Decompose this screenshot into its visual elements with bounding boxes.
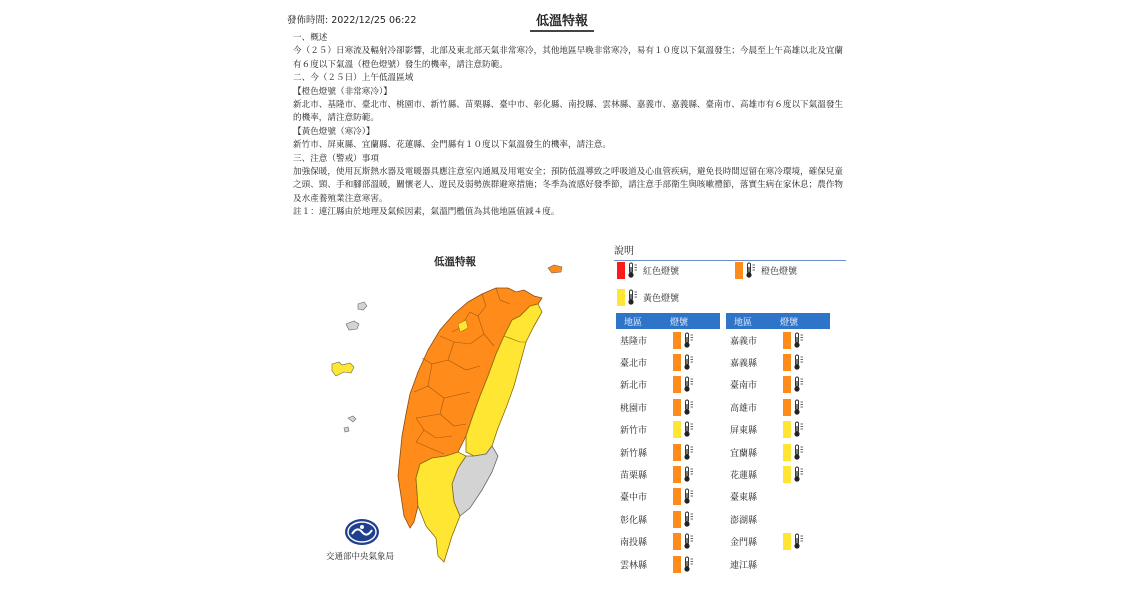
region-name: 臺東縣 (730, 493, 758, 504)
cwb-logo-icon (344, 518, 380, 546)
orange-signal-swatch (673, 556, 681, 573)
region-name: 新北市 (620, 381, 648, 392)
region-row (726, 463, 830, 485)
orange-signal-heading: 【橙色燈號（非常寒冷）】 (293, 86, 392, 97)
region-row (616, 374, 720, 396)
thermometer-icon (746, 262, 757, 279)
region-name: 臺北市 (620, 359, 648, 370)
region-row (726, 396, 830, 418)
thermometer-icon (794, 421, 805, 438)
region-row (726, 419, 830, 441)
region-row (616, 531, 720, 553)
region-name: 臺南市 (730, 381, 758, 392)
thermometer-icon (684, 444, 695, 461)
orange-signal-text: 新北市、基隆市、臺北市、桃園市、新竹縣、苗栗縣、臺中市、彰化縣、南投縣、雲林縣、嘉義市、嘉義縣、臺南市、高雄市有６度以下氣溫發生的機率，請注意防範。 (293, 100, 844, 124)
thermometer-icon (684, 421, 695, 438)
thermometer-icon (684, 533, 695, 550)
penghu-island (344, 416, 356, 432)
orange-signal-swatch (783, 376, 791, 393)
orange-signal-swatch (783, 399, 791, 416)
red-swatch (617, 262, 625, 279)
thermometer-icon (794, 376, 805, 393)
document-header (287, 8, 857, 34)
orange-signal-swatch (673, 332, 681, 349)
yellow-signal-swatch (673, 421, 681, 438)
orange-signal-swatch (673, 533, 681, 550)
region-name: 雲林縣 (620, 560, 648, 571)
region-name: 苗栗縣 (620, 471, 648, 482)
document-title: 低溫特報 (530, 10, 594, 32)
region-name: 金門縣 (730, 538, 758, 549)
region-row (616, 419, 720, 441)
section-3-heading: 三、注意（警戒）事項 (293, 153, 379, 164)
orange-signal-swatch (673, 488, 681, 505)
yellow-signal-heading: 【黃色燈號（寒冷）】 (293, 126, 375, 137)
yellow-signal-swatch (783, 444, 791, 461)
legend-red-label: 紅色燈號 (643, 267, 680, 277)
region-name: 高雄市 (730, 403, 758, 414)
kinmen-island (332, 362, 354, 376)
thermometer-icon (794, 332, 805, 349)
thermometer-icon (684, 466, 695, 483)
region-row (726, 351, 830, 373)
yellow-swatch (617, 289, 625, 306)
yellow-signal-swatch (783, 466, 791, 483)
orange-signal-swatch (673, 466, 681, 483)
col-region-label: 地區 (734, 317, 753, 328)
legend-orange-label: 橙色燈號 (761, 267, 798, 277)
region-name: 屏東縣 (730, 426, 758, 437)
region-list-right (726, 329, 830, 575)
thermometer-icon (684, 556, 695, 573)
region-row (726, 329, 830, 351)
thermometer-icon (794, 533, 805, 550)
thermometer-icon (628, 262, 639, 279)
region-row (726, 441, 830, 463)
orange-signal-swatch (673, 444, 681, 461)
legend-red (617, 262, 679, 279)
legend-panel (614, 242, 846, 261)
region-list-left (616, 329, 720, 575)
region-name: 桃園市 (620, 403, 648, 414)
region-table-header (616, 313, 720, 329)
legend-yellow-label: 黃色燈號 (643, 294, 680, 304)
region-row (616, 508, 720, 530)
thermometer-icon (794, 466, 805, 483)
agency-name: 交通部中央氣象局 (326, 552, 395, 562)
region-name: 基隆市 (620, 336, 648, 347)
orange-signal-swatch (673, 399, 681, 416)
region-row (726, 374, 830, 396)
col-signal-label: 燈號 (670, 317, 689, 328)
thermometer-icon (684, 399, 695, 416)
thermometer-icon (794, 354, 805, 371)
region-name: 彰化縣 (620, 515, 648, 526)
issue-time: 發佈時間: 2022/12/25 06:22 (287, 15, 417, 26)
region-row (616, 441, 720, 463)
thermometer-icon (684, 354, 695, 371)
region-name: 連江縣 (730, 560, 758, 571)
region-row (616, 329, 720, 351)
legend-title: 說明 (614, 242, 846, 261)
yellow-signal-text: 新竹市、屏東縣、宜蘭縣、花蓮縣、金門縣有１０度以下氣溫發生的機率，請注意。 (293, 140, 611, 151)
orange-signal-swatch (673, 354, 681, 371)
region-row (726, 508, 830, 530)
region-table-right (726, 313, 830, 575)
thermometer-icon (684, 376, 695, 393)
legend-orange (735, 262, 797, 279)
region-table-left (616, 313, 720, 575)
region-row (616, 396, 720, 418)
col-region-label: 地區 (624, 317, 643, 328)
region-name: 澎湖縣 (730, 515, 758, 526)
region-name: 嘉義縣 (730, 359, 758, 370)
section-3-text: 加強保暖，使用瓦斯熱水器及電暖器具應注意室內通風及用電安全；預防低溫導致之呼吸道及心血管疾病，避免長時間逗留在寒冷環境，確保兒童之頭、頸、手和腳部溫暖，關懷老人、遊民及弱勢族群避寒措施；冬季為流感好發季節，請注意手部衛生與咳嗽禮節，落實生病在家休息；農作物及水產養殖業注意寒害。 (293, 167, 844, 204)
section-1-text: 今（２５）日寒流及輻射冷卻影響，北部及東北部天氣非常寒冷，其他地區早晚非常寒冷，易有１０度以下氣溫發生；今晨至上午高雄以北及宜蘭有６度以下氣溫（橙色燈號）發生的機率，請注意防範。 (293, 46, 844, 70)
legend-yellow (617, 289, 679, 306)
orange-swatch (735, 262, 743, 279)
region-name: 南投縣 (620, 538, 648, 549)
region-name: 新竹市 (620, 426, 648, 437)
map-title: 低溫特報 (434, 256, 476, 268)
note-text: 註１：連江縣由於地理及氣候因素，氣溫門檻值為其他地區值減４度。 (293, 207, 560, 218)
islet (346, 321, 359, 330)
orange-signal-swatch (673, 376, 681, 393)
thermometer-icon (684, 488, 695, 505)
region-name: 花蓮縣 (730, 471, 758, 482)
yellow-signal-swatch (783, 533, 791, 550)
warning-map (320, 246, 575, 576)
thermometer-icon (684, 511, 695, 528)
region-name: 宜蘭縣 (730, 448, 758, 459)
region-table-header (726, 313, 830, 329)
thermometer-icon (628, 289, 639, 306)
section-2-heading: 二、今（２５日）上午低溫區域 (293, 73, 414, 84)
col-signal-label: 燈號 (780, 317, 799, 328)
region-row (726, 553, 830, 575)
bulletin-body (293, 32, 848, 220)
region-row (726, 531, 830, 553)
thermometer-icon (684, 332, 695, 349)
matsu-island (548, 265, 562, 273)
region-name: 嘉義市 (730, 336, 758, 347)
region-row (616, 486, 720, 508)
region-name: 臺中市 (620, 493, 648, 504)
islet (358, 302, 367, 310)
section-1-heading: 一、概述 (293, 33, 328, 43)
region-row (726, 486, 830, 508)
orange-signal-swatch (673, 511, 681, 528)
region-row (616, 463, 720, 485)
thermometer-icon (794, 444, 805, 461)
region-row (616, 553, 720, 575)
yellow-signal-swatch (783, 421, 791, 438)
thermometer-icon (794, 399, 805, 416)
region-row (616, 351, 720, 373)
orange-signal-swatch (783, 332, 791, 349)
region-name: 新竹縣 (620, 448, 648, 459)
orange-signal-swatch (783, 354, 791, 371)
